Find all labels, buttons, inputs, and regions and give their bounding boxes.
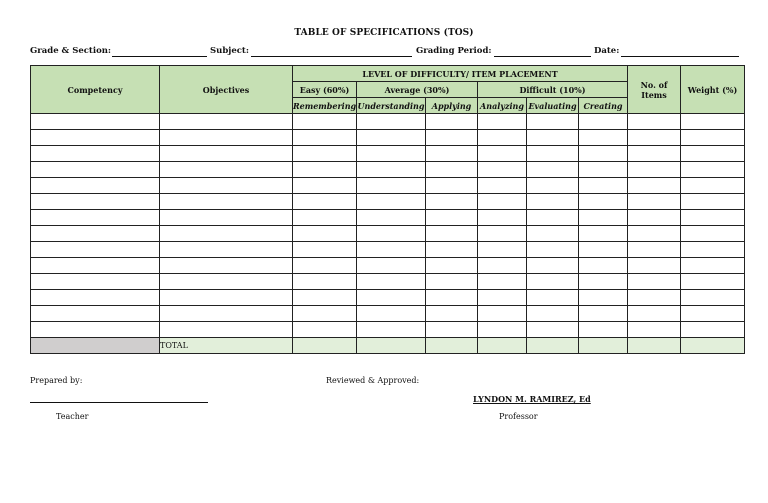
table-row	[31, 226, 745, 242]
table-row	[31, 194, 745, 210]
table-cell[interactable]	[478, 194, 527, 210]
analyzing-header: Analyzing	[478, 98, 527, 114]
teacher-signature-line[interactable]	[30, 402, 208, 403]
table-cell[interactable]	[31, 194, 160, 210]
table-cell[interactable]	[478, 306, 527, 322]
average-header: Average (30%)	[357, 82, 478, 98]
table-cell[interactable]	[357, 130, 426, 146]
total-cell[interactable]	[681, 338, 745, 354]
date-label: Date:	[594, 46, 620, 56]
table-cell[interactable]	[426, 210, 478, 226]
table-cell[interactable]	[426, 258, 478, 274]
table-cell[interactable]	[160, 290, 293, 306]
table-cell[interactable]	[579, 146, 628, 162]
table-cell[interactable]	[681, 146, 745, 162]
table-cell[interactable]	[478, 290, 527, 306]
table-cell[interactable]	[160, 226, 293, 242]
total-cell[interactable]	[293, 338, 357, 354]
table-cell[interactable]	[579, 210, 628, 226]
specification-table	[30, 65, 745, 354]
table-cell[interactable]	[31, 258, 160, 274]
table-cell[interactable]	[628, 226, 681, 242]
table-cell[interactable]	[160, 114, 293, 130]
table-cell[interactable]	[628, 290, 681, 306]
table-cell[interactable]	[293, 274, 357, 290]
table-cell[interactable]	[478, 242, 527, 258]
table-cell[interactable]	[293, 178, 357, 194]
table-cell[interactable]	[681, 274, 745, 290]
table-cell[interactable]	[293, 322, 357, 338]
table-cell[interactable]	[681, 322, 745, 338]
total-cell[interactable]	[426, 338, 478, 354]
table-cell[interactable]	[160, 130, 293, 146]
table-cell[interactable]	[478, 114, 527, 130]
table-cell[interactable]	[31, 290, 160, 306]
table-cell[interactable]	[527, 210, 579, 226]
table-cell[interactable]	[357, 290, 426, 306]
table-cell[interactable]	[478, 162, 527, 178]
table-cell[interactable]	[579, 162, 628, 178]
subject-label: Subject:	[210, 46, 249, 56]
table-cell[interactable]	[681, 130, 745, 146]
table-cell[interactable]	[527, 274, 579, 290]
table-cell[interactable]	[527, 258, 579, 274]
table-cell[interactable]	[527, 290, 579, 306]
total-empty-cell	[31, 338, 160, 354]
table-cell[interactable]	[293, 114, 357, 130]
grade-section-label: Grade & Section:	[30, 46, 112, 56]
table-cell[interactable]	[579, 130, 628, 146]
table-cell[interactable]	[31, 162, 160, 178]
table-cell[interactable]	[527, 242, 579, 258]
total-cell[interactable]	[579, 338, 628, 354]
table-cell[interactable]	[527, 130, 579, 146]
table-row	[31, 242, 745, 258]
table-row	[31, 162, 745, 178]
table-cell[interactable]	[579, 226, 628, 242]
subject-field[interactable]	[251, 56, 412, 57]
total-cell[interactable]	[478, 338, 527, 354]
table-cell[interactable]	[628, 114, 681, 130]
table-cell[interactable]	[426, 290, 478, 306]
table-cell[interactable]	[579, 258, 628, 274]
grading-period-field[interactable]	[494, 56, 591, 57]
table-cell[interactable]	[681, 194, 745, 210]
table-cell[interactable]	[527, 114, 579, 130]
applying-header: Applying	[426, 98, 478, 114]
table-cell[interactable]	[426, 178, 478, 194]
table-cell[interactable]	[160, 322, 293, 338]
table-cell[interactable]	[293, 194, 357, 210]
table-cell[interactable]	[293, 242, 357, 258]
table-cell[interactable]	[527, 322, 579, 338]
table-cell[interactable]	[681, 306, 745, 322]
table-row	[31, 146, 745, 162]
teacher-label: Teacher	[56, 412, 89, 421]
total-row	[31, 338, 745, 354]
table-cell[interactable]	[527, 146, 579, 162]
reviewed-label: Reviewed & Approved:	[326, 376, 420, 385]
items-header: No. of Items	[628, 66, 681, 114]
table-cell[interactable]	[681, 178, 745, 194]
total-cell[interactable]	[628, 338, 681, 354]
total-label: TOTAL	[160, 338, 293, 354]
table-cell[interactable]	[527, 306, 579, 322]
table-cell[interactable]	[357, 322, 426, 338]
table-cell[interactable]	[160, 306, 293, 322]
table-cell[interactable]	[31, 306, 160, 322]
table-cell[interactable]	[628, 162, 681, 178]
table-cell[interactable]	[357, 146, 426, 162]
table-row	[31, 322, 745, 338]
table-cell[interactable]	[31, 242, 160, 258]
table-cell[interactable]	[357, 242, 426, 258]
table-cell[interactable]	[628, 146, 681, 162]
table-cell[interactable]	[293, 146, 357, 162]
table-cell[interactable]	[31, 226, 160, 242]
total-cell[interactable]	[357, 338, 426, 354]
reviewer-role: Professor	[499, 412, 538, 421]
table-cell[interactable]	[31, 322, 160, 338]
table-cell[interactable]	[478, 258, 527, 274]
table-cell[interactable]	[681, 210, 745, 226]
table-cell[interactable]	[681, 290, 745, 306]
table-cell[interactable]	[293, 226, 357, 242]
table-cell[interactable]	[357, 226, 426, 242]
table-cell[interactable]	[628, 242, 681, 258]
reviewer-name: LYNDON M. RAMIREZ, Ed	[473, 394, 591, 404]
table-cell[interactable]	[357, 114, 426, 130]
table-row	[31, 210, 745, 226]
table-cell[interactable]	[160, 194, 293, 210]
table-row	[31, 114, 745, 130]
date-field[interactable]	[621, 56, 739, 57]
difficulty-level-header: LEVEL OF DIFFICULTY/ ITEM PLACEMENT	[293, 66, 628, 82]
table-cell[interactable]	[426, 306, 478, 322]
table-cell[interactable]	[628, 258, 681, 274]
table-cell[interactable]	[31, 146, 160, 162]
objectives-header: Objectives	[160, 66, 293, 114]
table-cell[interactable]	[160, 274, 293, 290]
table-cell[interactable]	[160, 162, 293, 178]
table-cell[interactable]	[357, 210, 426, 226]
weight-header: Weight (%)	[681, 66, 745, 114]
table-cell[interactable]	[628, 194, 681, 210]
table-cell[interactable]	[681, 226, 745, 242]
table-cell[interactable]	[478, 178, 527, 194]
table-cell[interactable]	[681, 114, 745, 130]
table-cell[interactable]	[478, 226, 527, 242]
table-cell[interactable]	[357, 306, 426, 322]
table-cell[interactable]	[628, 322, 681, 338]
table-cell[interactable]	[628, 178, 681, 194]
table-cell[interactable]	[426, 226, 478, 242]
table-cell[interactable]	[160, 178, 293, 194]
table-cell[interactable]	[426, 274, 478, 290]
table-cell[interactable]	[160, 242, 293, 258]
table-cell[interactable]	[628, 306, 681, 322]
creating-header: Creating	[579, 98, 628, 114]
table-cell[interactable]	[426, 146, 478, 162]
table-cell[interactable]	[681, 162, 745, 178]
table-cell[interactable]	[478, 130, 527, 146]
table-cell[interactable]	[426, 322, 478, 338]
table-row	[31, 258, 745, 274]
table-cell[interactable]	[31, 274, 160, 290]
evaluating-header: Evaluating	[527, 98, 579, 114]
table-cell[interactable]	[579, 194, 628, 210]
table-cell[interactable]	[426, 242, 478, 258]
table-cell[interactable]	[681, 258, 745, 274]
table-cell[interactable]	[31, 210, 160, 226]
table-cell[interactable]	[628, 274, 681, 290]
table-cell[interactable]	[426, 194, 478, 210]
table-cell[interactable]	[478, 274, 527, 290]
document-title: TABLE OF SPECIFICATIONS (TOS)	[294, 28, 474, 38]
table-cell[interactable]	[293, 130, 357, 146]
table-cell[interactable]	[527, 162, 579, 178]
table-row	[31, 274, 745, 290]
grading-period-label: Grading Period:	[416, 46, 492, 56]
table-cell[interactable]	[579, 306, 628, 322]
table-row	[31, 178, 745, 194]
table-row	[31, 290, 745, 306]
table-cell[interactable]	[478, 210, 527, 226]
table-cell[interactable]	[293, 290, 357, 306]
table-cell[interactable]	[293, 258, 357, 274]
table-row	[31, 130, 745, 146]
table-cell[interactable]	[293, 306, 357, 322]
table-cell[interactable]	[160, 258, 293, 274]
table-cell[interactable]	[426, 162, 478, 178]
table-cell[interactable]	[579, 242, 628, 258]
understanding-header: Understanding	[357, 98, 426, 114]
table-cell[interactable]	[579, 274, 628, 290]
table-cell[interactable]	[357, 178, 426, 194]
table-cell[interactable]	[579, 322, 628, 338]
table-cell[interactable]	[357, 194, 426, 210]
table-cell[interactable]	[31, 130, 160, 146]
table-cell[interactable]	[426, 130, 478, 146]
remembering-header: Remembering	[293, 98, 357, 114]
table-cell[interactable]	[579, 178, 628, 194]
table-cell[interactable]	[527, 178, 579, 194]
competency-header: Competency	[31, 66, 160, 114]
table-cell[interactable]	[628, 130, 681, 146]
table-cell[interactable]	[426, 114, 478, 130]
table-cell[interactable]	[681, 242, 745, 258]
table-cell[interactable]	[527, 194, 579, 210]
difficult-header: Difficult (10%)	[478, 82, 628, 98]
table-cell[interactable]	[160, 210, 293, 226]
table-cell[interactable]	[478, 146, 527, 162]
table-cell[interactable]	[357, 258, 426, 274]
table-cell[interactable]	[579, 114, 628, 130]
table-cell[interactable]	[579, 290, 628, 306]
table-cell[interactable]	[527, 226, 579, 242]
table-cell[interactable]	[160, 146, 293, 162]
table-cell[interactable]	[357, 162, 426, 178]
prepared-by-label: Prepared by:	[30, 376, 83, 385]
grade-section-field[interactable]	[112, 56, 207, 57]
table-cell[interactable]	[293, 162, 357, 178]
table-cell[interactable]	[628, 210, 681, 226]
table-cell[interactable]	[293, 210, 357, 226]
total-cell[interactable]	[527, 338, 579, 354]
table-cell[interactable]	[478, 322, 527, 338]
table-cell[interactable]	[31, 178, 160, 194]
table-cell[interactable]	[31, 114, 160, 130]
table-row	[31, 306, 745, 322]
easy-header: Easy (60%)	[293, 82, 357, 98]
table-cell[interactable]	[357, 274, 426, 290]
